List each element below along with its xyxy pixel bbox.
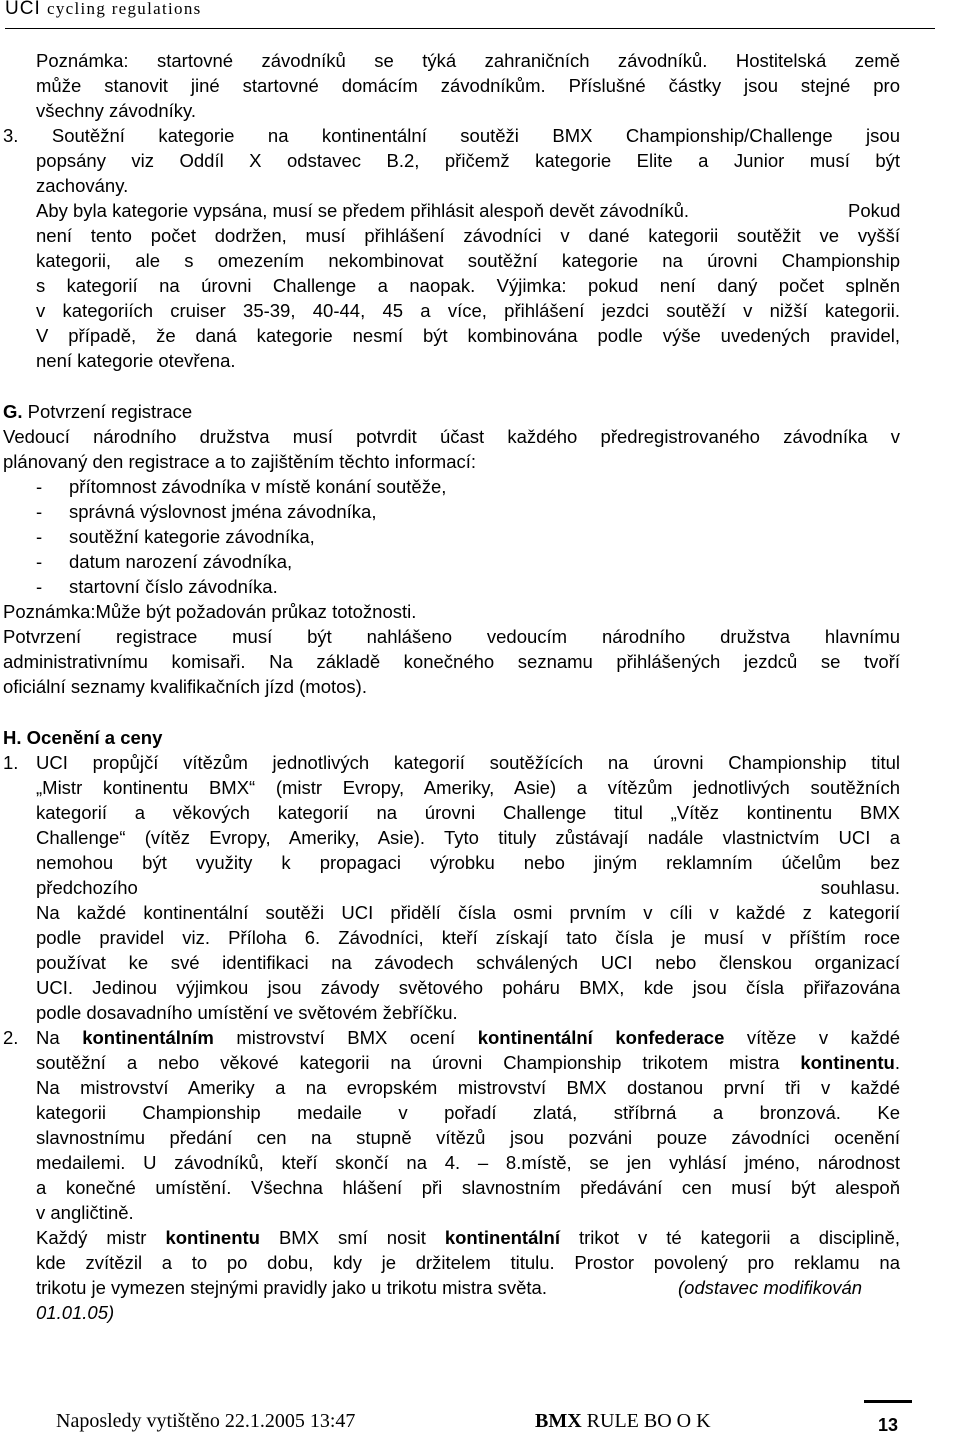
text-line: - bbox=[36, 576, 43, 597]
text-line: (odstavec modifikován bbox=[678, 1277, 863, 1298]
text-line: Potvrzení registrace musí být nahlášeno vedoucím národního družstva hlavnímu bbox=[3, 626, 900, 647]
text-line: používat ke své identifikaci na závodech schválených UCI nebo členskou organizací bbox=[36, 952, 900, 973]
text-line: Na každé kontinentální soutěži UCI přidělí čísla osmi prvním v cíli v každé z kategorií bbox=[36, 902, 900, 923]
text-line: všechny závodníky. bbox=[36, 100, 197, 121]
text-line: a konečné umístění. Všechna hlášení při slavnostním předávání cen musí být alespoň bbox=[36, 1177, 900, 1198]
page-number-box bbox=[864, 1400, 912, 1439]
text-line: administrativnímu komisaři. Na základě konečného seznamu přihlášených jezdců se tvoří bbox=[3, 651, 900, 672]
text-line: 3. Soutěžní kategorie na kontinentální soutěži BMX Championship/Challenge jsou bbox=[3, 125, 900, 146]
text-line: kategorii Championship medaile v pořadí zlatá, stříbrná a bronzová. Ke bbox=[36, 1102, 900, 1123]
text-line: podle pravidel viz. Příloha 6. Závodníci, kteří získají tato čísla je musí v příštím roce bbox=[36, 927, 900, 948]
text-line: v kategoriích cruiser 35-39, 40-44, 45 a více, přihlášení jezdci soutěží v nižší kategorii. bbox=[36, 300, 900, 321]
text-line: popsány viz Oddíl X odstavec B.2, přičemž kategorie Elite a Junior musí být bbox=[36, 150, 900, 171]
text-line: datum narození závodníka, bbox=[69, 551, 293, 572]
text-line: podle dosavadního umístění ve světovém žebříčku. bbox=[36, 1002, 458, 1023]
text-line: Challenge“ (vítěz Evropy, Ameriky, Asie). Tyto tituly zůstávají nadále vlastnictvím UCI a bbox=[36, 827, 900, 848]
text-line: zachovány. bbox=[36, 175, 129, 196]
text-line: „Mistr kontinentu BMX“ (mistr Evropy, Ameriky, Asie) a vítězům jednotlivých soutěžních bbox=[36, 777, 900, 798]
text-line: Pokud bbox=[848, 200, 901, 221]
text-line: správná výslovnost jména závodníka, bbox=[69, 501, 377, 522]
text-line: medailemi. U závodníků, kteří skončí na 4. – 8.místě, se jen vyhlásí jméno, národnost bbox=[36, 1152, 900, 1173]
text-line: trikotu je vymezen stejnými pravidly jako u trikotu mistra světa. bbox=[36, 1277, 547, 1298]
text-line: V případě, že daná kategorie nesmí být kombinována podle výše uvedených pravidel, bbox=[36, 325, 900, 346]
text-line: - bbox=[36, 526, 43, 547]
text-line: 1. bbox=[3, 752, 19, 773]
text-line: plánovaný den registrace a to zajištěním těchto informací: bbox=[3, 451, 477, 472]
text-line: s kategorií na úrovni Challenge a naopak. Výjimka: pokud není daný počet splněn bbox=[36, 275, 900, 296]
page-number: 13 bbox=[878, 1415, 899, 1435]
text-line: soutěžní a nebo věkové kategorii na úrovni Championship trikotem mistra kontinentu. bbox=[36, 1052, 900, 1073]
text-line: Poznámka: startovné závodníků se týká zahraničních závodníků. Hostitelská země bbox=[36, 50, 900, 71]
text-line: soutěžní kategorie závodníka, bbox=[69, 526, 315, 547]
text-line: - bbox=[36, 551, 43, 572]
text-line: předchozího souhlasu. bbox=[36, 877, 900, 898]
text-line: kategorii, ale s omezením nekombinovat soutěžní kategorie na úrovni Championship bbox=[36, 250, 900, 271]
page-header bbox=[5, 0, 935, 29]
text-line: oficiální seznamy kvalifikačních jízd (motos). bbox=[3, 676, 367, 697]
text-line: slavnostnímu předání cen na stupně vítězů jsou pozváni pouze závodníci ocenění bbox=[36, 1127, 900, 1148]
text-line: - bbox=[36, 501, 43, 522]
text-line: H. Ocenění a ceny bbox=[3, 727, 163, 748]
text-line: Na kontinentálním mistrovství BMX ocení kontinentální konfederace vítěze v každé bbox=[36, 1027, 900, 1048]
text-line: G. Potvrzení registrace bbox=[3, 401, 193, 422]
text-line: 2. bbox=[3, 1027, 19, 1048]
text-line: nemohou být využity k propagaci výrobku nebo jiným reklamním účelům bez bbox=[36, 852, 900, 873]
text-line: Vedoucí národního družstva musí potvrdit účast každého předregistrovaného závodníka v bbox=[3, 426, 900, 447]
text-line: Na mistrovství Ameriky a na evropském mistrovství BMX dostanou první tři v každé bbox=[36, 1077, 900, 1098]
print-date: Naposledy vytištěno 22.1.2005 13:47 bbox=[56, 1410, 356, 1432]
text-line: 01.01.05) bbox=[36, 1302, 115, 1323]
text-line: není kategorie otevřena. bbox=[36, 350, 236, 371]
book-title: BMX RULE BO O K bbox=[535, 1410, 711, 1432]
text-line: v angličtině. bbox=[36, 1202, 134, 1223]
text-line: kde zvítězil a to po dobu, kdy je držitelem titulu. Prostor povolený pro reklamu na bbox=[36, 1252, 900, 1273]
text-line: UCI propůjčí vítězům jednotlivých kategorií soutěžících na úrovni Championship titul bbox=[36, 752, 900, 773]
text-line: UCI. Jedinou výjimkou jsou závody světového poháru BMX, kde jsou čísla přiřazována bbox=[36, 977, 900, 998]
text-line: přítomnost závodníka v místě konání soutěže, bbox=[69, 476, 447, 497]
text-line: - bbox=[36, 476, 43, 497]
header-title: UCI cycling regulations bbox=[5, 0, 202, 19]
text-line: může stanovit jiné startovné domácím závodníkům. Příslušné částky jsou stejné pro bbox=[36, 75, 900, 96]
text-line: Poznámka:Může být požadován průkaz totožnosti. bbox=[3, 601, 417, 622]
text-line: Aby byla kategorie vypsána, musí se předem přihlásit alespoň devět závodníků. bbox=[36, 200, 690, 221]
text-line: startovní číslo závodníka. bbox=[69, 576, 278, 597]
page-footer bbox=[0, 1400, 960, 1436]
text-line: není tento počet dodržen, musí přihlášení závodníci v dané kategorii soutěžit ve vyšší bbox=[36, 225, 900, 246]
text-line: kategorií a věkových kategorií na úrovni Challenge titul „Vítěz kontinentu BMX bbox=[36, 802, 900, 823]
text-line: Každý mistr kontinentu BMX smí nosit kontinentální trikot v té kategorii a disciplině, bbox=[36, 1227, 901, 1248]
